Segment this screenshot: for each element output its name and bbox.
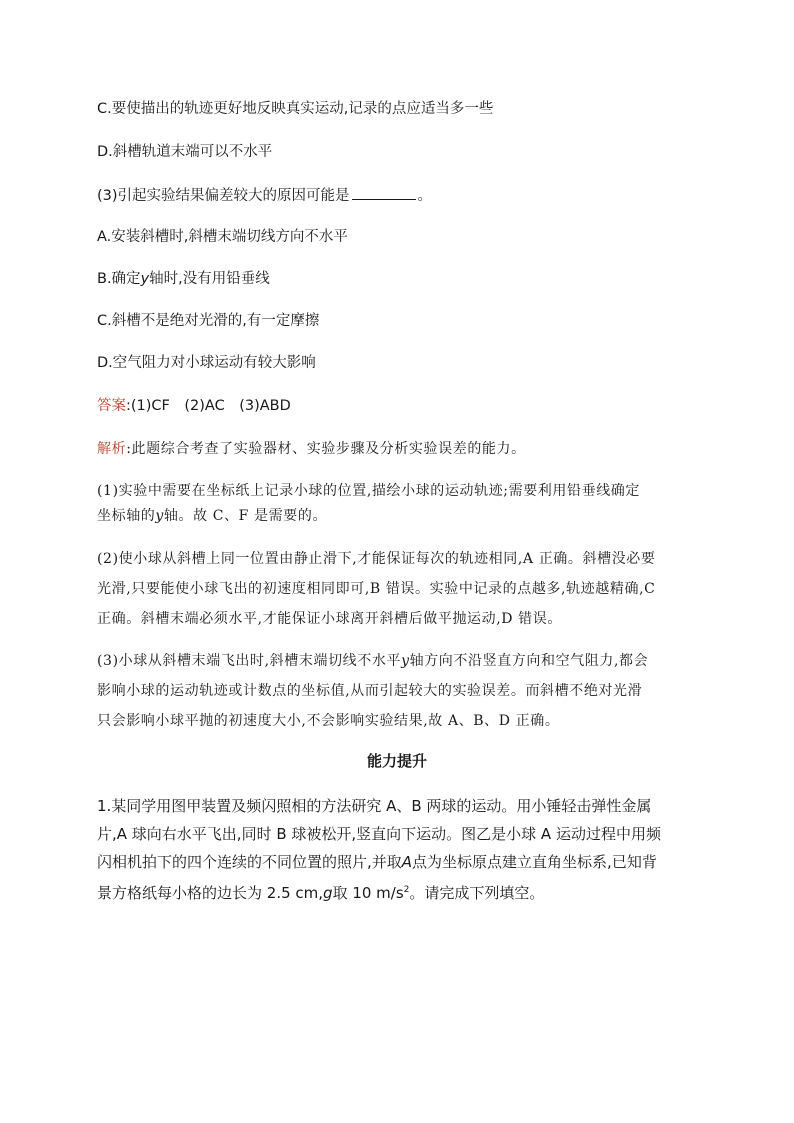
answer-label: 答案 [97, 398, 126, 414]
question-1-line2: 片,A 球向右水平飞出,同时 B 球被松开,竖直向下运动。图乙是小球 A 运动过程中用频 [97, 825, 661, 843]
question-1-line3 [97, 852, 657, 872]
analysis-p1-line1: (1)实验中需要在坐标纸上记录小球的位置,描绘小球的运动轨迹;需要利用铅垂线确定 [97, 483, 640, 499]
var-y: y [401, 653, 410, 669]
question-1-line4-b: 取 10 m/s [332, 884, 404, 902]
answer-blank[interactable] [352, 185, 416, 200]
var-y: y [140, 271, 150, 287]
var-A: A [401, 853, 413, 871]
analysis-sep: : [126, 441, 132, 457]
option-3b [97, 269, 270, 289]
option-3d: D.空气阻力对小球运动有较大影响 [97, 355, 316, 371]
analysis-p3-line2: 影响小球的运动轨迹或计数点的坐标值,从而引起较大的实验误差。而斜槽不绝对光滑 [97, 683, 643, 699]
analysis-p3-line1 [97, 651, 648, 671]
option-2d: D.斜槽轨道末端可以不水平 [97, 144, 273, 160]
question-1-line3-b: 点为坐标原点建立直角坐标系,已知背 [412, 853, 657, 871]
question-1-line3-a: 闪相机拍下的四个连续的不同位置的照片,并取 [97, 853, 402, 871]
analysis-p3-line3: 只会影响小球平抛的初速度大小,不会影响实验结果,故 A、B、D 正确。 [97, 713, 560, 729]
question-3-prompt: (3)引起实验结果偏差较大的原因可能是 [97, 188, 350, 204]
analysis-p3-line1-b: 轴方向不沿竖直方向和空气阻力,都会 [409, 653, 649, 669]
analysis-p1-line2 [97, 506, 327, 526]
option-3c: C.斜槽不是绝对光滑的,有一定摩擦 [97, 313, 320, 329]
analysis-intro [97, 439, 526, 459]
option-2c: C.要使描出的轨迹更好地反映真实运动,记录的点应适当多一些 [97, 101, 494, 117]
var-y: y [155, 508, 164, 524]
exponent: 2 [403, 885, 410, 895]
analysis-p2-line3: 正确。斜槽末端必须水平,才能保证小球离开斜槽后做平抛运动,D 错误。 [97, 611, 562, 627]
analysis-intro-text: 此题综合考查了实验器材、实验步骤及分析实验误差的能力。 [131, 441, 526, 457]
section-title: 能力提升 [366, 752, 427, 770]
answer-text: (1)CF (2)AC (3)ABD [130, 398, 291, 414]
analysis-p1-line2-a: 坐标轴的 [97, 508, 156, 524]
option-3b-suffix: 轴时,没有用铅垂线 [149, 271, 270, 287]
question-1-line1: 1.某同学用图甲装置及频闪照相的方法研究 A、B 两球的运动。用小锤轻击弹性金属 [97, 797, 652, 815]
question-3-end: 。 [417, 188, 433, 204]
analysis-p1-line2-b: 轴。故 C、F 是需要的。 [163, 508, 328, 524]
var-g: g [323, 884, 333, 902]
analysis-p2-line1: (2)使小球从斜槽上同一位置由静止滑下,才能保证每次的轨迹相同,A 正确。斜槽没必要 [97, 551, 656, 567]
analysis-p2-line2: 光滑,只要能使小球飞出的初速度相同即可,B 错误。实验中记录的点越多,轨迹越精确,C [97, 581, 656, 597]
question-1-line4-c: 。请完成下列填空。 [409, 884, 545, 902]
option-3b-prefix: B.确定 [97, 271, 141, 287]
question-1-line4-a: 景方格纸每小格的边长为 2.5 cm, [97, 884, 324, 902]
analysis-p3-line1-a: (3)小球从斜槽末端飞出时,斜槽末端切线不水平 [97, 653, 402, 669]
analysis-label: 解析 [97, 441, 127, 457]
answer-sep: : [126, 398, 131, 414]
option-3a: A.安装斜槽时,斜槽末端切线方向不水平 [97, 229, 348, 245]
question-1-line4 [97, 880, 544, 903]
answer-line [97, 396, 291, 416]
question-3 [97, 185, 432, 206]
